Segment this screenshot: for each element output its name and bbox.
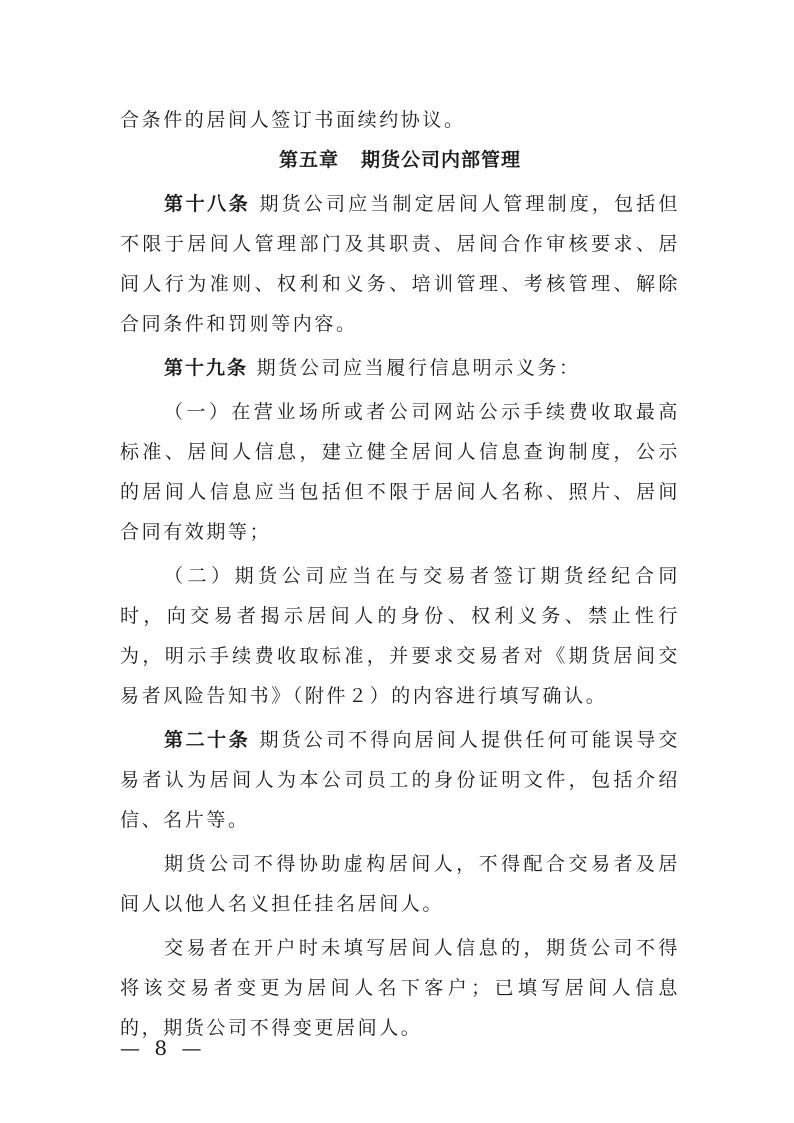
document-page <box>120 100 680 1052</box>
article-20-label: 第二十条 <box>164 729 251 751</box>
article-19 <box>120 348 680 388</box>
article-18-label: 第十八条 <box>164 193 251 215</box>
article-20-paragraph-3: 交易者在开户时未填写居间人信息的，期货公司不得将该交易者变更为居间人名下客户；已填写居间人信息的，期货公司不得变更居间人。 <box>120 937 680 1039</box>
article-19-item-2: （二）期货公司应当在与交易者签订期货经纪合同时，向交易者揭示居间人的身份、权利义务、禁止性行为，明示手续费收取标准，并要求交易者对《期货居间交易者风险告知书》（附件２）的内容进行填写确认。 <box>120 565 680 707</box>
chapter-label: 第五章 <box>278 149 339 171</box>
article-18 <box>120 184 680 344</box>
article-19-item-1: （一）在营业场所或者公司网站公示手续费收取最高标准、居间人信息，建立健全居间人信息查询制度，公示的居间人信息应当包括但不限于居间人名称、照片、居间合同有效期等； <box>120 401 680 543</box>
chapter-title: 期货公司内部管理 <box>361 149 522 171</box>
article-19-text: 期货公司应当履行信息明示义务： <box>256 357 581 379</box>
article-19-label: 第十九条 <box>164 357 249 379</box>
article-18-text: 期货公司应当制定居间人管理制度，包括但不限于居间人管理部门及其职责、居间合作审核要求、居间人行为准则、权利和义务、培训管理、考核管理、解除合同条件和罚则等内容。 <box>120 193 680 335</box>
article-20-paragraph-2: 期货公司不得协助虚构居间人，不得配合交易者及居间人以他人名义担任挂名居间人。 <box>120 853 680 915</box>
paragraph-continuation: 合条件的居间人签订书面续约协议。 <box>120 109 466 131</box>
page-number: — 8 — <box>120 1036 206 1060</box>
article-20 <box>120 720 680 840</box>
article-20-text: 期货公司不得向居间人提供任何可能误导交易者认为居间人为本公司员工的身份证明文件，包括介绍信、名片等。 <box>120 729 680 831</box>
chapter-heading <box>120 140 680 180</box>
